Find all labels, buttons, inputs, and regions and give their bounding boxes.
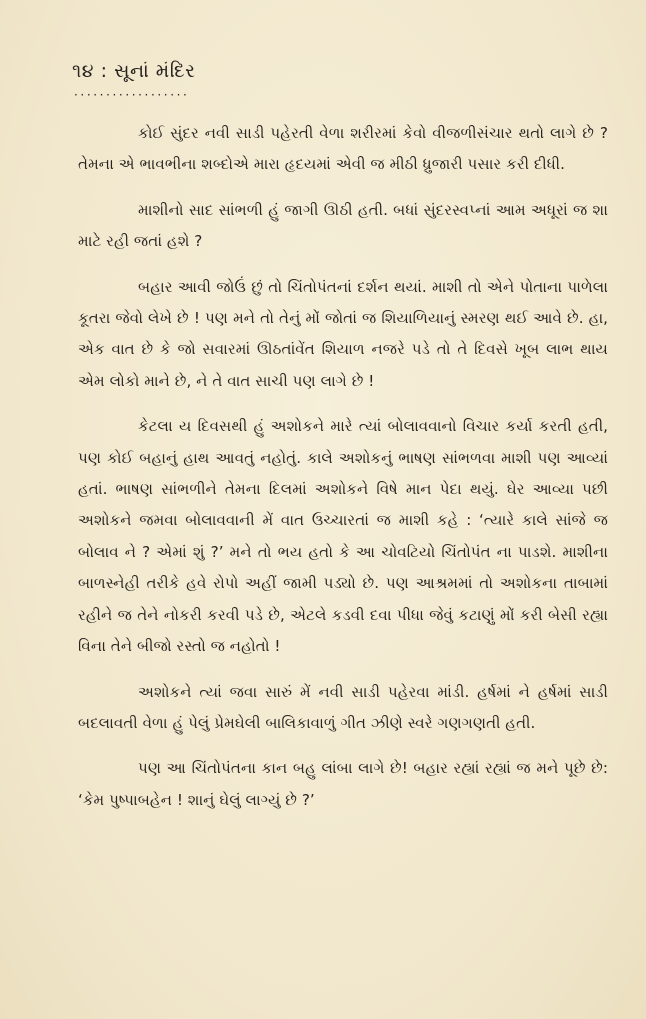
paragraph: બહાર આવી જોઉં છું તો ચિંતોપંતનાં દર્શન થયાં. માશી તો એને પોતાના પાળેલા કૂતરા જેવો લેખે છે ! પણ મને તો તેનું મોં જોતાં જ શિયાળિયાનું સ્મરણ થઈ આવે છે. હા, એક વાત છે કે જો સવારમાં ઊઠતાંવેંત શિયાળ નજરે પડે તો તે દિવસે ખૂબ લાભ થાય એમ લોકો માને છે, ને તે વાત સાચી પણ લાગે છે ! xyxy=(78,277,608,390)
paragraph: પણ આ ચિંતોપંતના કાન બહુ લાંબા લાગે છે! બહાર રહ્યાં રહ્યાં જ મને પૂછે છે: ‘કેમ પુષ્પાબહેન ! શાનું ઘેલું લાગ્યું છે ?’ xyxy=(78,759,608,809)
chapter-body xyxy=(78,118,608,816)
chapter-title: ૧૪ : સૂનાં મંદિર xyxy=(72,60,196,82)
title-dotted-underline: ·················· xyxy=(74,88,190,102)
paragraph: કોઈ સુંદર નવી સાડી પહેરતી વેળા શરીરમાં કેવો વીજળીસંચાર થતો લાગે છે ? તેમના એ ભાવભીના શબ્દોએ મારા હૃદયમાં એવી જ મીઠી ધ્રુજારી પસાર કરી દીધી. xyxy=(78,124,608,174)
paragraph: કેટલા ય દિવસથી હું અશોકને મારે ત્યાં બોલાવવાનો વિચાર કર્યા કરતી હતી, પણ કોઈ બહાનું હાથ આવતું નહોતું. કાલે અશોકનું ભાષણ સાંભળવા માશી પણ આવ્યાં હતાં. ભાષણ સાંભળીને તેમના દિલમાં અશોકને વિષે માન પેદા થયું. ઘેર આવ્યા પછી અશોકને જમવા બોલાવવાની મેં વાત ઉચ્ચારતાં જ માશી કહે : ‘ત્યારે કાલે સાંજે જ બોલાવ ને ? એમાં શું ?’ મને તો ભય હતો કે આ ચોવટિયો ચિંતોપંત ના પાડશે. માશીના બાળસ્નેહી તરીકે હવે રોપો અહીં જામી પડ્યો છે. પણ આશ્રમમાં તો અશોકના તાબામાં રહીને જ તેને નોકરી કરવી પડે છે, એટલે કડવી દવા પીધા જેવું કટાણું મોં કરી બેસી રહ્યા વિના તેને બીજો રસ્તો જ નહોતો ! xyxy=(78,417,608,656)
paragraph: અશોકને ત્યાં જવા સારું મેં નવી સાડી પહેરવા માંડી. હર્ષમાં ને હર્ષમાં સાડી બદલાવતી વેળા હું પેલું પ્રેમઘેલી બાલિકાવાળું ગીત ઝીણે સ્વરે ગણગણતી હતી. xyxy=(78,682,608,732)
paragraph: માશીનો સાદ સાંભળી હું જાગી ઊઠી હતી. બધાં સુંદરસ્વપ્નાં આમ અધૂરાં જ શા માટે રહી જતાં હશે ? xyxy=(78,200,608,251)
